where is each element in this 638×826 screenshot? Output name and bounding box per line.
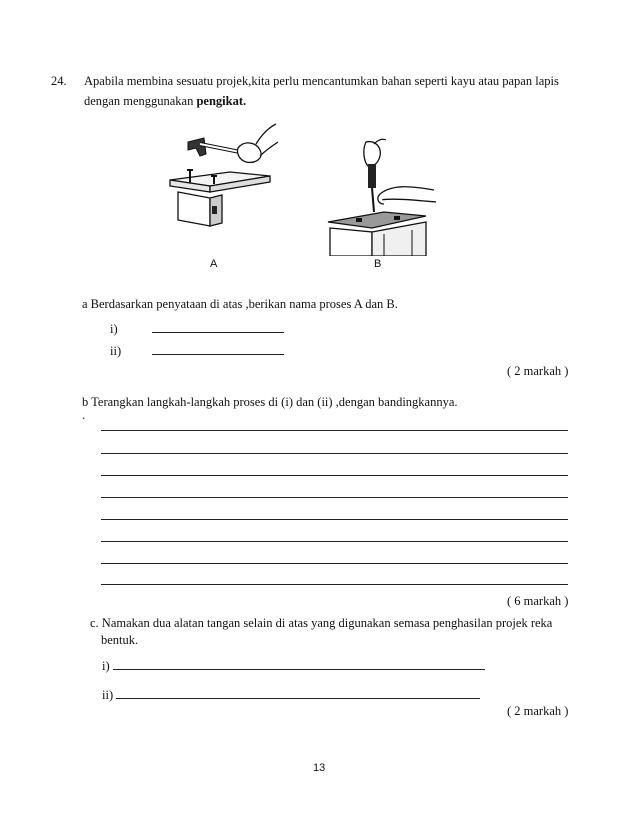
question-text-line2 — [84, 94, 246, 109]
part-b-marks: ( 6 markah ) — [507, 594, 569, 608]
part-c-item-i-label: i) — [102, 659, 110, 673]
part-a-item-i-label: i) — [110, 322, 118, 336]
part-b-answer-line[interactable] — [101, 519, 568, 520]
question-text-line1: Apabila membina sesuatu projek,kita perlu mencantumkan bahan seperti kayu atau papan lapis — [84, 74, 559, 88]
part-b-answer-line[interactable] — [101, 563, 568, 564]
part-a-answer-line-i[interactable] — [152, 332, 284, 333]
page-number: 13 — [313, 762, 326, 774]
part-b-dot: . — [82, 408, 86, 422]
part-c-marks: ( 2 markah ) — [507, 704, 569, 718]
part-c-answer-line-ii[interactable] — [116, 698, 480, 699]
question-number: 24. — [51, 74, 67, 88]
part-b-answer-line[interactable] — [101, 475, 568, 476]
part-c-question-line2: bentuk. — [101, 633, 139, 647]
figure-b-screwing-illustration — [322, 138, 440, 256]
part-a-marks: ( 2 markah ) — [507, 364, 569, 378]
part-b-answer-line[interactable] — [101, 497, 568, 498]
figure-label-a: A — [210, 258, 218, 270]
figure-label-b: B — [374, 258, 382, 270]
part-b-question: b Terangkan langkah-langkah proses di (i) dan (ii) ,dengan bandingkannya. — [82, 395, 458, 409]
part-a-item-ii-label: ii) — [110, 344, 122, 358]
part-b-answer-line[interactable] — [101, 453, 568, 454]
part-c-item-ii-label: ii) — [102, 688, 114, 702]
part-c-answer-line-i[interactable] — [113, 669, 485, 670]
part-c-question-line1: c. Namakan dua alatan tangan selain di atas yang digunakan semasa penghasilan projek reka — [90, 616, 553, 630]
part-b-answer-line[interactable] — [101, 584, 568, 585]
part-b-answer-line[interactable] — [101, 430, 568, 431]
figure-a-hammering-illustration — [160, 120, 280, 230]
question-text-line2-prefix: dengan menggunakan — [84, 94, 197, 108]
part-a-answer-line-ii[interactable] — [152, 354, 284, 355]
part-b-answer-line[interactable] — [101, 541, 568, 542]
part-a-question: a Berdasarkan penyataan di atas ,berikan nama proses A dan B. — [82, 297, 398, 311]
question-keyword: pengikat. — [196, 94, 247, 108]
